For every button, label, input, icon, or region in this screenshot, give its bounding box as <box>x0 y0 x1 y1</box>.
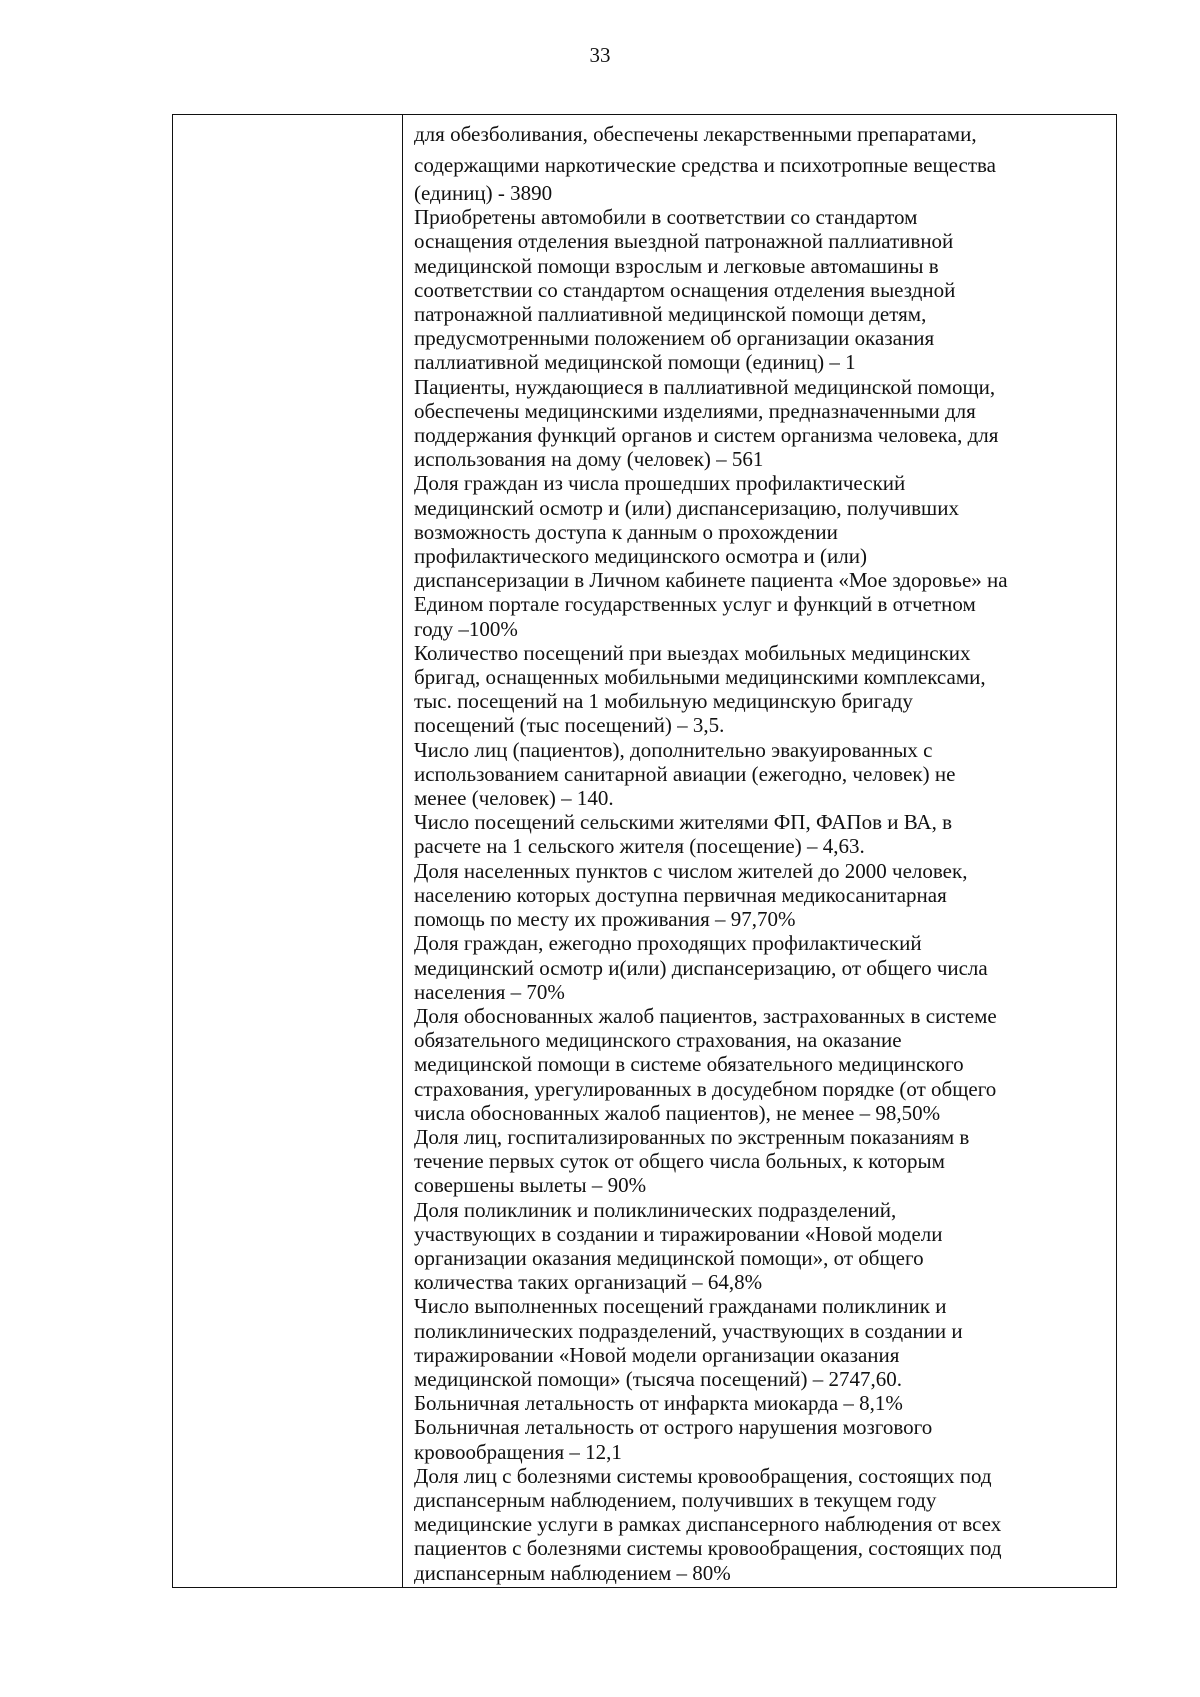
text-line: Число посещений сельскими жителями ФП, ФАПов и ВА, в <box>414 810 952 835</box>
text-line: страхования, урегулированных в досудебном порядке (от общего <box>414 1076 997 1101</box>
text-line: (единиц) - 3890 <box>414 181 553 205</box>
text-line: бригад, оснащенных мобильными медицинскими комплексами, <box>414 665 986 690</box>
text-line: медицинский осмотр и (или) диспансеризацию, получивших <box>414 495 959 520</box>
text-line: совершены вылеты – 90% <box>414 1173 647 1198</box>
text-line: пациентов с болезнями системы кровообращения, состоящих под <box>414 1536 1002 1561</box>
text-line: диспансерным наблюдением – 80% <box>414 1560 731 1585</box>
text-line: расчете на 1 сельского жителя (посещение) – 4,63. <box>414 834 865 859</box>
text-line: Число выполненных посещений гражданами поликлиник и <box>414 1294 947 1319</box>
text-line: диспансеризации в Личном кабинете пациента «Мое здоровье» на <box>414 568 1008 593</box>
text-line: профилактического медицинского осмотра и (или) <box>414 544 867 569</box>
table-cell-left <box>173 115 403 1587</box>
text-line: Едином портале государственных услуг и функций в отчетном <box>414 592 976 617</box>
text-line: поликлинических подразделений, участвующих в создании и <box>414 1318 963 1343</box>
text-line: оснащения отделения выездной патронажной паллиативной <box>414 229 954 254</box>
text-line: патронажной паллиативной медицинской помощи детям, <box>414 302 927 327</box>
text-line: медицинский осмотр и(или) диспансеризацию, от общего числа <box>414 955 988 980</box>
text-line: использованием санитарной авиации (ежегодно, человек) не <box>414 761 956 786</box>
text-line: организации оказания медицинской помощи», от общего <box>414 1245 924 1270</box>
text-line: помощь по месту их проживания – 97,70% <box>414 907 796 932</box>
text-line: участвующих в создании и тиражировании «Новой модели <box>414 1221 943 1246</box>
text-line: году –100% <box>414 616 518 641</box>
text-line: Приобретены автомобили в соответствии со стандартом <box>414 205 918 230</box>
text-line: Больничная летальность от острого нарушения мозгового <box>414 1415 933 1440</box>
text-line: числа обоснованных жалоб пациентов), не менее – 98,50% <box>414 1100 941 1125</box>
text-line: населению которых доступна первичная медикосанитарная <box>414 882 947 907</box>
text-line: использования на дому (человек) – 561 <box>414 447 764 472</box>
text-line: Доля граждан из числа прошедших профилактический <box>414 471 906 496</box>
text-line: обязательного медицинского страхования, на оказание <box>414 1028 902 1053</box>
text-line: количества таких организаций – 64,8% <box>414 1270 763 1295</box>
page-number: 33 <box>589 43 611 67</box>
text-line: Доля граждан, ежегодно проходящих профилактический <box>414 931 922 956</box>
text-line: тиражировании «Новой модели организации оказания <box>414 1342 900 1367</box>
text-line: менее (человек) – 140. <box>414 786 614 811</box>
text-line: населения – 70% <box>414 979 565 1004</box>
text-line: содержащими наркотические средства и психотропные вещества <box>414 153 996 177</box>
text-line: Доля лиц с болезнями системы кровообращения, состоящих под <box>414 1463 992 1488</box>
table-cell-indicators <box>403 115 1116 1587</box>
text-line: Число лиц (пациентов), дополнительно эвакуированных с <box>414 737 933 762</box>
document-table <box>172 114 1117 1588</box>
text-line: тыс. посещений на 1 мобильную медицинскую бригаду <box>414 689 913 714</box>
text-line: обеспечены медицинскими изделиями, предназначенными для <box>414 398 976 423</box>
text-line: предусмотренными положением об организации оказания <box>414 326 935 351</box>
text-line: медицинской помощи» (тысяча посещений) – 2747,60. <box>414 1366 902 1391</box>
text-line: Больничная летальность от инфаркта миокарда – 8,1% <box>414 1391 903 1416</box>
text-line: соответствии со стандартом оснащения отделения выездной <box>414 277 956 302</box>
text-line: Пациенты, нуждающиеся в паллиативной медицинской помощи, <box>414 374 996 399</box>
text-line: посещений (тыс посещений) – 3,5. <box>414 713 725 738</box>
text-line: медицинской помощи в системе обязательного медицинского <box>414 1052 964 1077</box>
text-line: Доля населенных пунктов с числом жителей до 2000 человек, <box>414 858 968 883</box>
text-line: паллиативной медицинской помощи (единиц) – 1 <box>414 350 856 375</box>
text-line: медицинские услуги в рамках диспансерного наблюдения от всех <box>414 1512 1002 1537</box>
text-line: Доля лиц, госпитализированных по экстренным показаниям в <box>414 1124 970 1149</box>
text-line: диспансерным наблюдением, получивших в текущем году <box>414 1487 937 1512</box>
text-line: Количество посещений при выездах мобильных медицинских <box>414 640 971 665</box>
text-line: для обезболивания, обеспечены лекарственными препаратами, <box>414 122 977 146</box>
text-line: возможность доступа к данным о прохождении <box>414 519 838 544</box>
text-line: кровообращения – 12,1 <box>414 1439 622 1464</box>
text-line: поддержания функций органов и систем организма человека, для <box>414 423 999 448</box>
text-line: Доля поликлиник и поликлинических подразделений, <box>414 1197 897 1222</box>
text-line: медицинской помощи взрослым и легковые автомашины в <box>414 253 939 278</box>
text-line: Доля обоснованных жалоб пациентов, застрахованных в системе <box>414 1003 997 1028</box>
text-line: течение первых суток от общего числа больных, к которым <box>414 1149 945 1174</box>
